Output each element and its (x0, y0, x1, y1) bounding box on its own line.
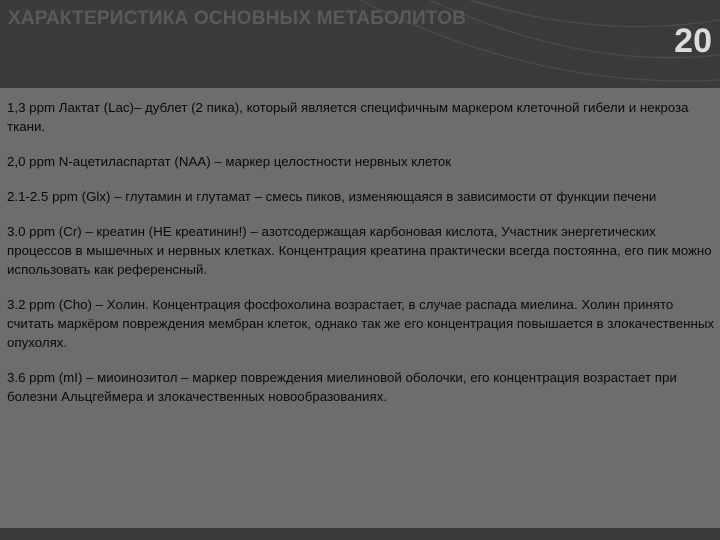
paragraph-choline: 3.2 ppm (Cho) – Холин. Концентрация фосфохолина возрастает, в случае распада миелина. Холин принято считать маркёром повреждения мембран клеток, однако так же его концентрация повышается в злокачественных опухолях. (7, 297, 715, 350)
paragraph-naa: 2,0 ppm N-ацетиласпартат (NAA) – маркер целостности нервных клеток (7, 154, 452, 169)
paragraph-creatine: 3.0 ppm (Cr) – креатин (НЕ креатинин!) – азотсодержащая карбоновая кислота, Участник энергетических процессов в мышечных и нервных клетках. Концентрация креатина практически всегда постоянна, его пик можно использовать как референсный. (7, 224, 712, 277)
slide-title: ХАРАКТЕРИСТИКА ОСНОВНЫХ МЕТАБОЛИТОВ (8, 8, 467, 29)
paragraph-lactate: 1,3 ppm Лактат (Lac)– дублет (2 пика), который является специфичным маркером клеточной гибели и некроза ткани. (7, 100, 689, 134)
paragraph-myoinositol: 3.6 ppm (mI) – миоинозитол – маркер повреждения миелиновой оболочки, его концентрация возрастает при болезни Альцгеймера и злокачественных новообразованиях. (7, 370, 677, 404)
paragraph-list (7, 98, 715, 422)
paragraph-glx: 2.1-2.5 ppm (Glx) – глутамин и глутамат – смесь пиков, изменяющаяся в зависимости от функции печени (7, 189, 657, 204)
slide-number: 20 (674, 22, 712, 60)
